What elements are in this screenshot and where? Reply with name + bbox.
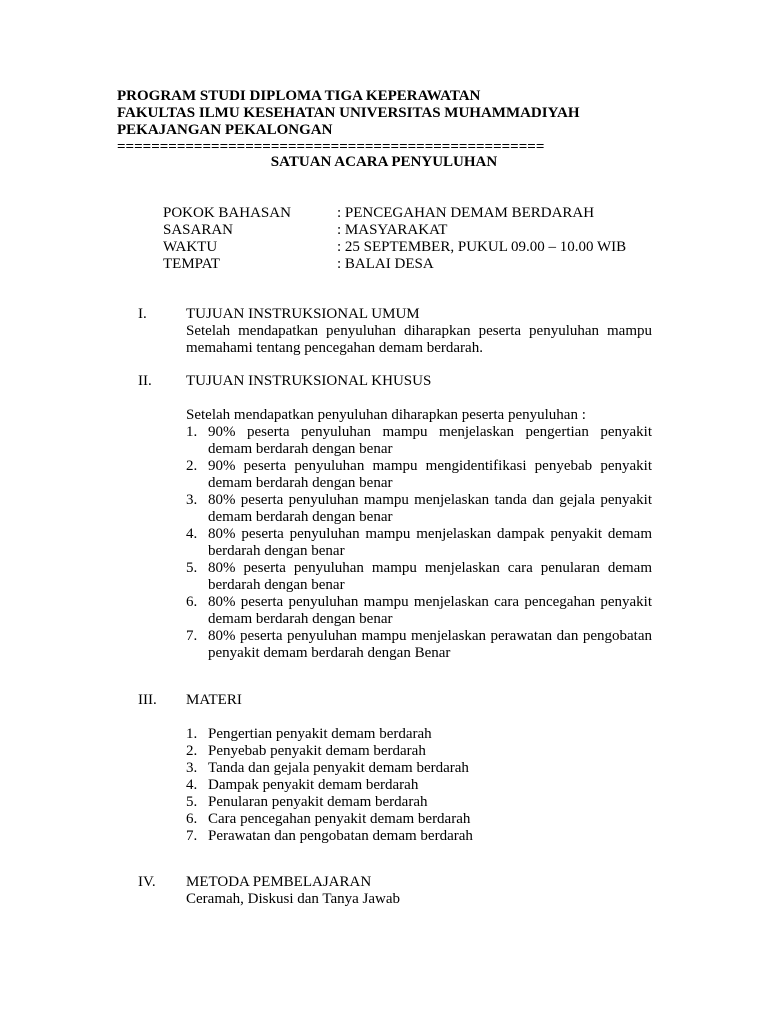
section-title: MATERI bbox=[186, 692, 242, 708]
list-number: 4. bbox=[186, 777, 198, 793]
list-text: Pengertian penyakit demam berdarah bbox=[208, 726, 432, 742]
info-row bbox=[163, 222, 626, 239]
list-number: 6. bbox=[186, 594, 198, 610]
section-number: IV. bbox=[138, 874, 156, 890]
section-metoda bbox=[138, 874, 654, 908]
list-number: 3. bbox=[186, 760, 198, 776]
info-value: : MASYARAKAT bbox=[337, 222, 448, 238]
list-number: 5. bbox=[186, 794, 198, 810]
list-number: 7. bbox=[186, 628, 198, 644]
list-item bbox=[186, 828, 652, 845]
info-row bbox=[163, 205, 626, 222]
list-text: 80% peserta penyuluhan mampu menjelaskan tanda dan gejala penyakit demam berdarah dengan benar bbox=[208, 492, 652, 525]
list-number: 1. bbox=[186, 726, 198, 742]
section-number: II. bbox=[138, 373, 152, 389]
info-row bbox=[163, 239, 626, 256]
section-title: TUJUAN INSTRUKSIONAL UMUM bbox=[186, 306, 420, 322]
list-number: 2. bbox=[186, 458, 198, 474]
list-item bbox=[186, 424, 652, 458]
info-key: POKOK BAHASAN bbox=[163, 205, 291, 221]
info-key: WAKTU bbox=[163, 239, 218, 255]
section-text: Setelah mendapatkan penyuluhan diharapkan peserta penyuluhan mampu memahami tentang pencegahan demam berdarah. bbox=[186, 323, 652, 356]
header-line-faculty: FAKULTAS ILMU KESEHATAN UNIVERSITAS MUHAMMADIYAH bbox=[117, 105, 580, 121]
list-text: Cara pencegahan penyakit demam berdarah bbox=[208, 811, 471, 827]
list-number: 7. bbox=[186, 828, 198, 844]
header-separator: ================================================== bbox=[117, 139, 545, 155]
section-materi bbox=[138, 692, 654, 845]
list-text: Perawatan dan pengobatan demam berdarah bbox=[208, 828, 473, 844]
list-item bbox=[186, 526, 652, 560]
list-number: 4. bbox=[186, 526, 198, 542]
section-heading bbox=[138, 692, 654, 709]
list-item bbox=[186, 777, 652, 794]
section-intro: Setelah mendapatkan penyuluhan diharapkan peserta penyuluhan : bbox=[186, 407, 586, 423]
info-row bbox=[163, 256, 626, 273]
list-text: 80% peserta penyuluhan mampu menjelaskan cara penularan demam berdarah dengan benar bbox=[208, 560, 652, 593]
list-item bbox=[186, 492, 652, 526]
info-value: : 25 SEPTEMBER, PUKUL 09.00 – 10.00 WIB bbox=[337, 239, 627, 255]
document-header bbox=[117, 88, 657, 156]
header-line-location: PEKAJANGAN PEKALONGAN bbox=[117, 122, 333, 138]
list-item bbox=[186, 726, 652, 743]
list-item bbox=[186, 760, 652, 777]
list-item bbox=[186, 594, 652, 628]
info-key: SASARAN bbox=[163, 222, 234, 238]
list-text: Dampak penyakit demam berdarah bbox=[208, 777, 419, 793]
list-number: 2. bbox=[186, 743, 198, 759]
list-text: 90% peserta penyuluhan mampu mengidentifikasi penyebab penyakit demam berdarah dengan benar bbox=[208, 458, 652, 491]
info-key: TEMPAT bbox=[163, 256, 220, 272]
list-text: 80% peserta penyuluhan mampu menjelaskan cara pencegahan penyakit demam berdarah dengan benar bbox=[208, 594, 652, 627]
info-value: : BALAI DESA bbox=[337, 256, 434, 272]
list-number: 3. bbox=[186, 492, 198, 508]
list-item bbox=[186, 458, 652, 492]
section-text: Ceramah, Diskusi dan Tanya Jawab bbox=[186, 891, 401, 907]
section-number: I. bbox=[138, 306, 147, 322]
section-heading bbox=[138, 306, 654, 323]
info-value: : PENCEGAHAN DEMAM BERDARAH bbox=[337, 205, 595, 221]
list-item bbox=[186, 560, 652, 594]
list-item bbox=[186, 743, 652, 760]
section-title: METODA PEMBELAJARAN bbox=[186, 874, 372, 890]
list-text: 80% peserta penyuluhan mampu menjelaskan dampak penyakit demam berdarah dengan benar bbox=[208, 526, 652, 559]
list-item bbox=[186, 794, 652, 811]
list-text: Tanda dan gejala penyakit demam berdarah bbox=[208, 760, 469, 776]
section-heading bbox=[138, 373, 654, 390]
section-number: III. bbox=[138, 692, 157, 708]
header-line-program: PROGRAM STUDI DIPLOMA TIGA KEPERAWATAN bbox=[117, 88, 481, 104]
document-title: SATUAN ACARA PENYULUHAN bbox=[270, 154, 498, 170]
list-text: Penyebab penyakit demam berdarah bbox=[208, 743, 426, 759]
list-number: 1. bbox=[186, 424, 198, 440]
list-item bbox=[186, 628, 652, 662]
section-tujuan-umum bbox=[138, 306, 654, 357]
objectives-list bbox=[186, 424, 652, 662]
list-number: 5. bbox=[186, 560, 198, 576]
list-text: Penularan penyakit demam berdarah bbox=[208, 794, 428, 810]
materi-list bbox=[186, 726, 652, 845]
section-title: TUJUAN INSTRUKSIONAL KHUSUS bbox=[186, 373, 432, 389]
list-number: 6. bbox=[186, 811, 198, 827]
info-table bbox=[163, 205, 626, 273]
section-body bbox=[186, 726, 652, 845]
section-body bbox=[186, 407, 652, 662]
list-text: 90% peserta penyuluhan mampu menjelaskan pengertian penyakit demam berdarah dengan benar bbox=[208, 424, 652, 457]
list-item bbox=[186, 811, 652, 828]
list-text: 80% peserta penyuluhan mampu menjelaskan perawatan dan pengobatan penyakit demam berdarah dengan Benar bbox=[208, 628, 652, 661]
section-heading bbox=[138, 874, 654, 891]
section-tujuan-khusus bbox=[138, 373, 654, 662]
